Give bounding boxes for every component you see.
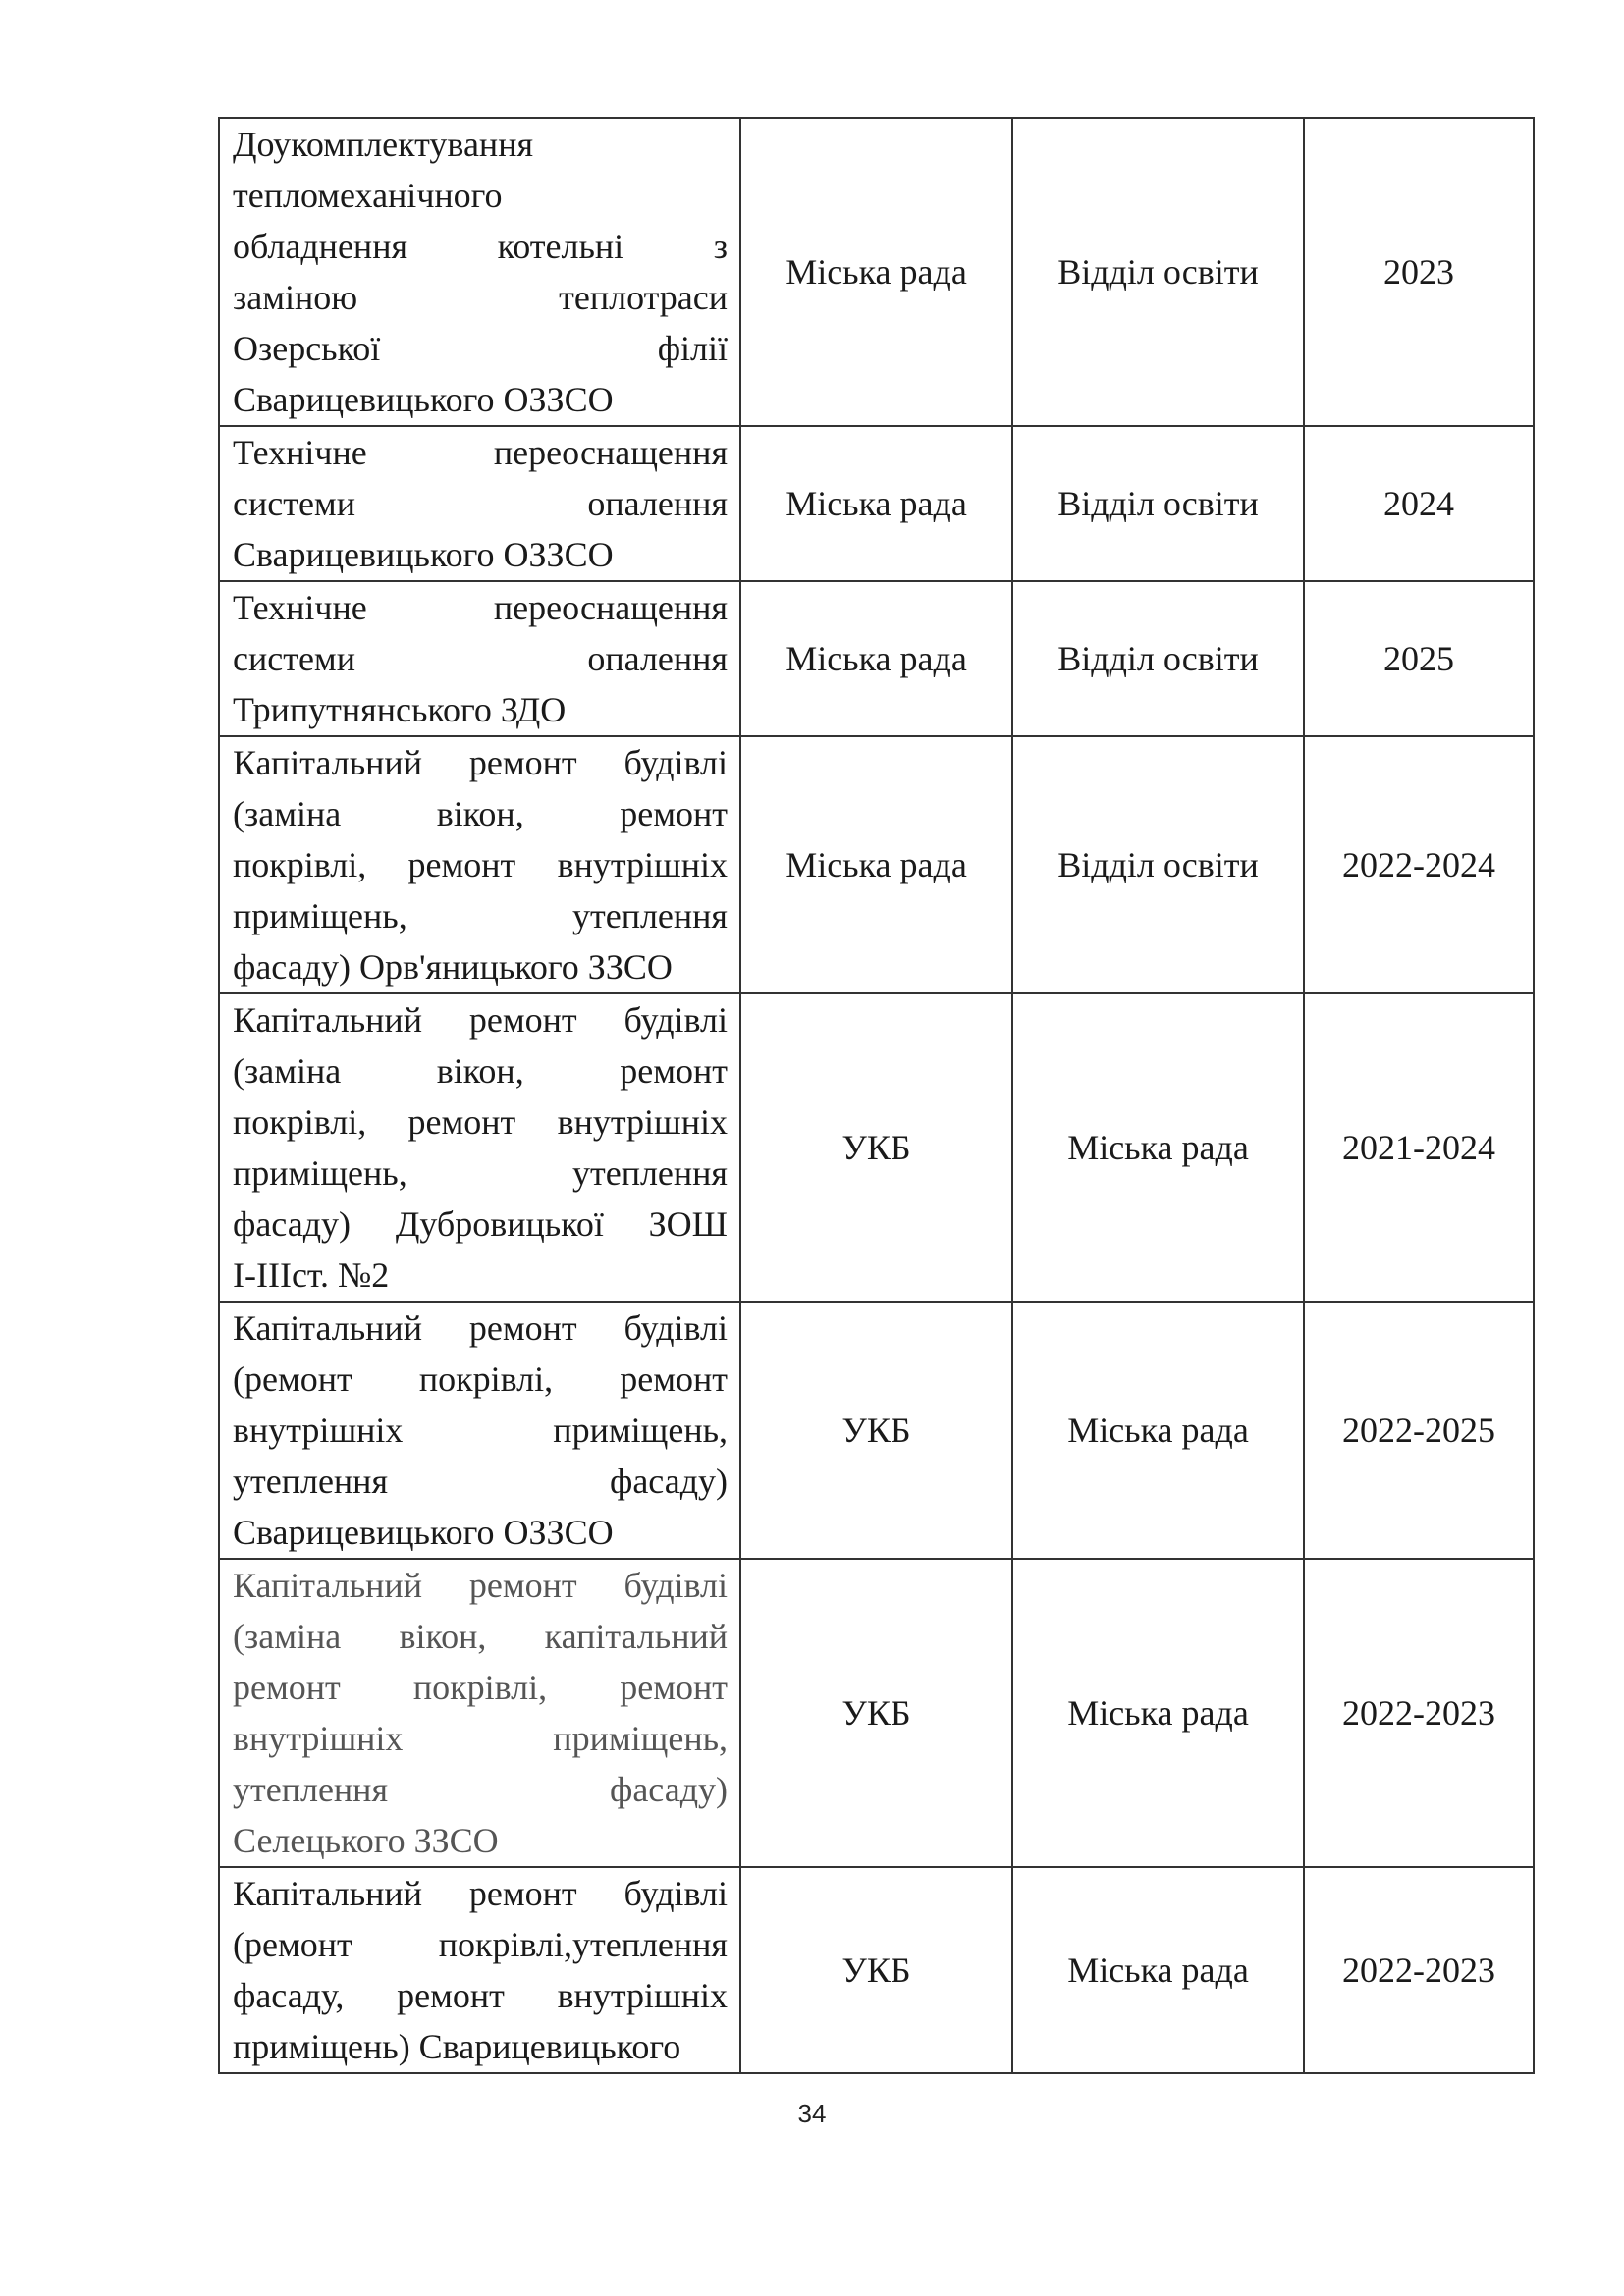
measure-description-line: Капітальний ремонт будівлі [233,1566,728,1605]
executor-cell: Міська рада [1012,1302,1304,1559]
measure-description-line: Капітальний ремонт будівлі [233,743,728,782]
measure-description-line: Сварицевицького ОЗЗСО [233,1513,614,1552]
measure-description-line: приміщень) Сварицевицького [233,2027,681,2066]
measure-description-line: внутрішніх приміщень, [233,1719,728,1758]
measure-description-line: покрівлі, ремонт внутрішніх [233,845,728,884]
measure-description-cell [219,993,740,1302]
executor-cell: Міська рада [1012,1559,1304,1867]
measure-description-line: обладнення котельні з [233,227,728,266]
measure-description-line: Технічне переоснащення [233,433,728,472]
measure-description-cell [219,118,740,426]
table-row [219,581,1534,736]
measure-description-line: Капітальний ремонт будівлі [233,1874,728,1913]
funding-source-cell: УКБ [740,993,1012,1302]
measure-description-line: (ремонт покрівлі,утеплення [233,1925,728,1964]
measure-description-line: (заміна вікон, капітальний [233,1617,728,1656]
period-cell: 2024 [1304,426,1534,581]
executor-cell: Відділ освіти [1012,426,1304,581]
funding-source-cell: Міська рада [740,581,1012,736]
measure-description-line: фасаду, ремонт внутрішніх [233,1976,728,2015]
measure-description-line: Капітальний ремонт будівлі [233,1308,728,1348]
measure-description-line: Трипутнянського ЗДО [233,690,567,729]
executor-cell: Міська рада [1012,1867,1304,2073]
measure-description-cell [219,1559,740,1867]
executor-cell: Відділ освіти [1012,736,1304,993]
measure-description-line: тепломеханічного [233,176,503,215]
table-row [219,426,1534,581]
measure-description-line: Капітальний ремонт будівлі [233,1000,728,1040]
measure-description-line: І-ІІІст. №2 [233,1255,390,1295]
measure-description-line: (ремонт покрівлі, ремонт [233,1360,728,1399]
period-cell: 2022-2025 [1304,1302,1534,1559]
measure-description-cell [219,581,740,736]
measure-description-line: Сварицевицького ОЗЗСО [233,380,614,419]
funding-source-cell: УКБ [740,1867,1012,2073]
executor-cell: Відділ освіти [1012,118,1304,426]
measure-description-line: приміщень, утеплення [233,1153,728,1193]
period-cell: 2022-2024 [1304,736,1534,993]
table-row [219,118,1534,426]
executor-cell: Міська рада [1012,993,1304,1302]
measure-description-line: покрівлі, ремонт внутрішніх [233,1102,728,1142]
funding-source-cell: Міська рада [740,118,1012,426]
measure-description-line: Доукомплектування [233,125,534,164]
funding-source-cell: Міська рада [740,426,1012,581]
measure-description-cell [219,736,740,993]
table-body [219,118,1534,2073]
measure-description-line: утеплення фасаду) [233,1770,728,1809]
measure-description-line: Сварицевицького ОЗЗСО [233,535,614,574]
measure-description-line: системи опалення [233,639,728,678]
measure-description-line: утеплення фасаду) [233,1462,728,1501]
period-cell: 2022-2023 [1304,1867,1534,2073]
measure-description-line: Технічне переоснащення [233,588,728,627]
measure-description-line: приміщень, утеплення [233,896,728,935]
measure-description-line: ремонт покрівлі, ремонт [233,1668,728,1707]
table-row [219,1559,1534,1867]
table-row [219,993,1534,1302]
table-row [219,1302,1534,1559]
measure-description-cell [219,426,740,581]
measure-description-line: (заміна вікон, ремонт [233,1051,728,1091]
measure-description-line: внутрішніх приміщень, [233,1411,728,1450]
measure-description-line: Озерської філії [233,329,728,368]
measure-description-line: Селецького ЗЗСО [233,1821,499,1860]
measure-description-line: заміною теплотраси [233,278,728,317]
period-cell: 2023 [1304,118,1534,426]
funding-source-cell: УКБ [740,1559,1012,1867]
period-cell: 2022-2023 [1304,1559,1534,1867]
executor-cell: Відділ освіти [1012,581,1304,736]
measure-description-cell [219,1867,740,2073]
measure-description-line: (заміна вікон, ремонт [233,794,728,833]
measures-table [218,117,1535,2074]
funding-source-cell: УКБ [740,1302,1012,1559]
measure-description-cell [219,1302,740,1559]
table-row [219,1867,1534,2073]
period-cell: 2025 [1304,581,1534,736]
measure-description-line: фасаду) Дубровицької ЗОШ [233,1204,728,1244]
page-number: 34 [797,2099,827,2128]
measure-description-line: фасаду) Орв'яницького ЗЗСО [233,947,673,987]
measure-description-line: системи опалення [233,484,728,523]
period-cell: 2021-2024 [1304,993,1534,1302]
table-row [219,736,1534,993]
funding-source-cell: Міська рада [740,736,1012,993]
